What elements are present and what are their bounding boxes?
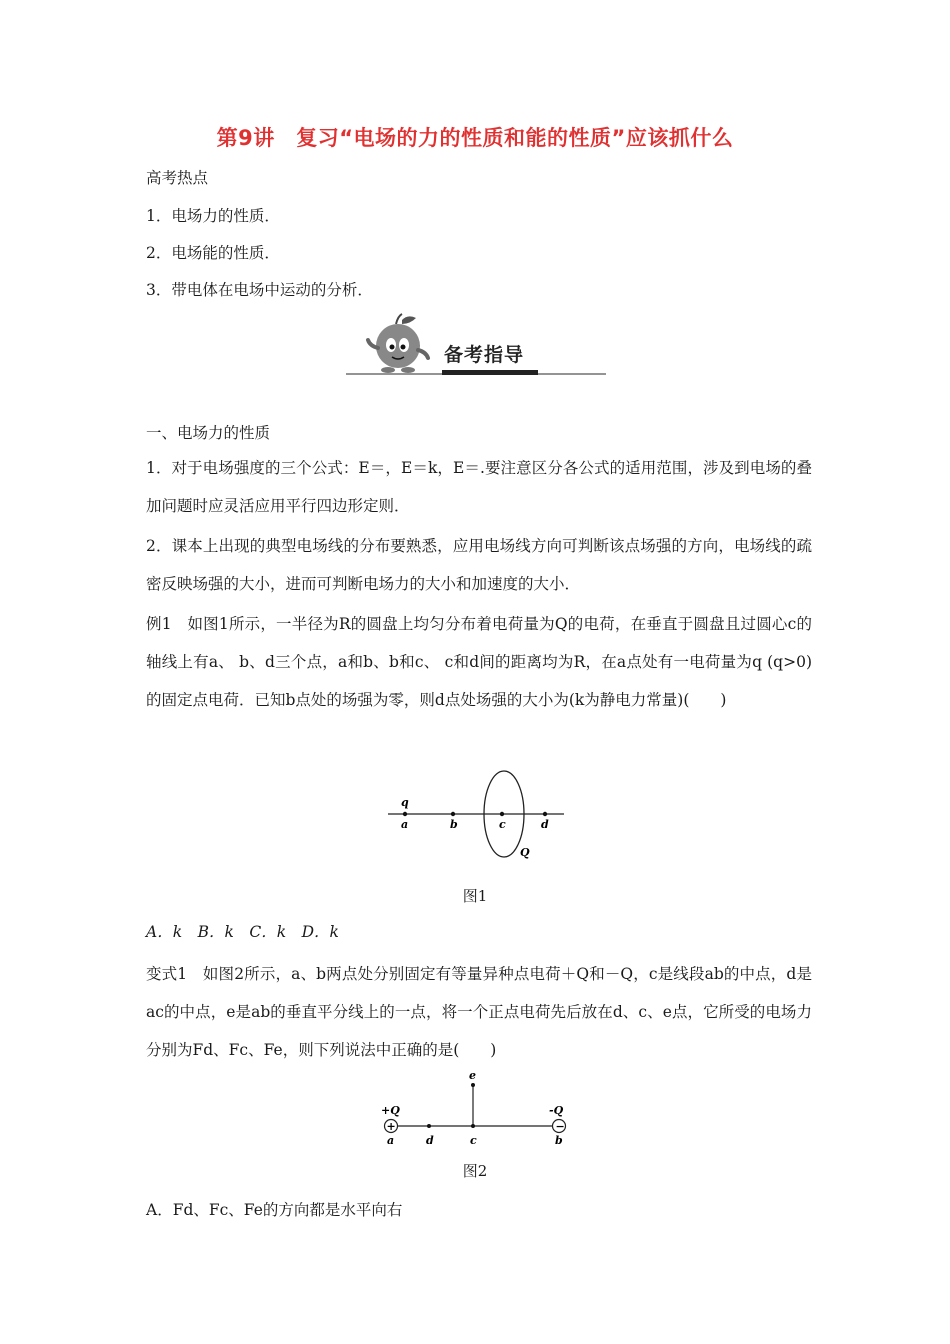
section-banner: [346, 312, 606, 378]
label-a: a: [401, 818, 409, 831]
label-a: a: [387, 1134, 395, 1147]
hotspot-item: 3．带电体在电场中运动的分析．: [146, 281, 373, 299]
variant-1-option-a: A．Fd、Fc、Fe的方向都是水平向右: [146, 1201, 403, 1219]
svg-text:−: −: [555, 1120, 565, 1133]
hotspots-heading: 高考热点: [146, 169, 209, 187]
label-b: b: [450, 818, 458, 831]
label-d: d: [541, 818, 549, 831]
label-q: q: [401, 796, 409, 809]
figure-2-dipole-diagram: [375, 1070, 585, 1150]
label-b: b: [555, 1134, 563, 1147]
figure-1-caption: 图1: [462, 887, 488, 905]
paragraph: 1．对于电场强度的三个公式：E＝，E＝k，E＝.要注意区分各公式的适用范围，涉及到电场的叠加问题时应灵活应用平行四边形定则．: [146, 459, 812, 515]
variant-1: 变式1 如图2所示，a、b两点处分别固定有等量异种点电荷＋Q和－Q，c是线段ab的中点，d是ac的中点，e是ab的垂直平分线上的一点，将一个正点电荷先后放在d、c、e点，它所受的电场力分别为Fd、Fc、Fe，则下列说法中正确的是( ): [146, 965, 812, 1059]
figure-2-caption: 图2: [462, 1162, 488, 1180]
paragraph: 2．课本上出现的典型电场线的分布要熟悉，应用电场线方向可判断该点场强的方向，电场线的疏密反映场强的大小，进而可判断电场力的大小和加速度的大小．: [146, 537, 812, 593]
svg-text:+: +: [386, 1120, 396, 1133]
hotspot-item: 2．电场能的性质．: [146, 244, 280, 262]
figure-1-disk-diagram: [380, 765, 570, 865]
label-c: c: [470, 1134, 477, 1147]
example-1-options: A．k B．k C．k D．k: [146, 923, 339, 941]
label-c: c: [499, 818, 506, 831]
hotspot-item: 1．电场力的性质．: [146, 207, 280, 225]
section-heading: 一、电场力的性质: [146, 424, 271, 442]
label-d: d: [426, 1134, 434, 1147]
label-minus-Q: -Q: [549, 1104, 564, 1117]
label-plus-Q: +Q: [381, 1104, 400, 1117]
label-Q: Q: [520, 846, 530, 859]
banner-label: 备考指导: [444, 344, 525, 366]
example-1: 例1 如图1所示，一半径为R的圆盘上均匀分布着电荷量为Q的电荷，在垂直于圆盘且过圆心c的轴线上有a、 b、d三个点，a和b、b和c、 c和d间的距离均为R，在a点处有一电荷量为q (q>0)的固定点电荷．已知b点处的场强为零，则d点处场强的大小为(k为静电力常量)( ): [146, 615, 812, 709]
label-e: e: [469, 1070, 476, 1082]
page-title: 第9讲 复习“电场的力的性质和能的性质”应该抓什么: [216, 126, 734, 150]
